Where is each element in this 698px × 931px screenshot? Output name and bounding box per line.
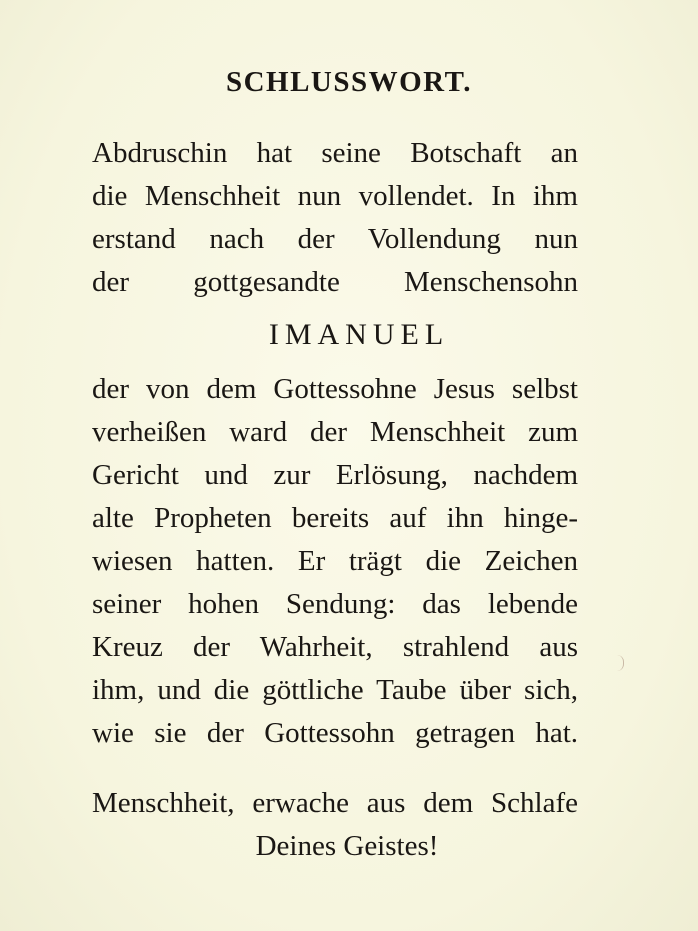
text-line: wiesen hatten. Er trägt die Zeichen (92, 545, 578, 577)
text-line: ihm, und die göttliche Taube über sich, (92, 674, 578, 706)
text-line: der gottgesandte Menschensohn (92, 266, 578, 298)
text-line: der von dem Gottessohne Jesus selbst (92, 373, 578, 405)
text-line: seiner hohen Sendung: das lebende (92, 588, 578, 620)
text-line: verheißen ward der Menschheit zum (92, 416, 578, 448)
closing-exhortation (92, 782, 578, 868)
text-line: Abdruschin hat seine Botschaft an (92, 137, 578, 169)
text-line: die Menschheit nun vollendet. In ihm (92, 180, 578, 212)
text-line: alte Propheten bereits auf ihn hinge- (92, 502, 578, 534)
highlighted-name: IMANUEL (268, 318, 450, 351)
page-title: SCHLUSSWORT. (225, 66, 473, 98)
text-line: erstand nach der Vollendung nun (92, 223, 578, 255)
paper-mark (617, 655, 624, 671)
text-line: wie sie der Gottessohn getragen hat. (92, 717, 578, 749)
closing-line: Deines Geistes! (255, 830, 439, 862)
paragraph-main (92, 368, 578, 755)
closing-line: Menschheit, erwache aus dem Schlafe (92, 787, 578, 819)
text-line: Gericht und zur Erlösung, nachdem (92, 459, 578, 491)
text-line: Kreuz der Wahrheit, strahlend aus (92, 631, 578, 663)
paragraph-intro (92, 132, 578, 304)
